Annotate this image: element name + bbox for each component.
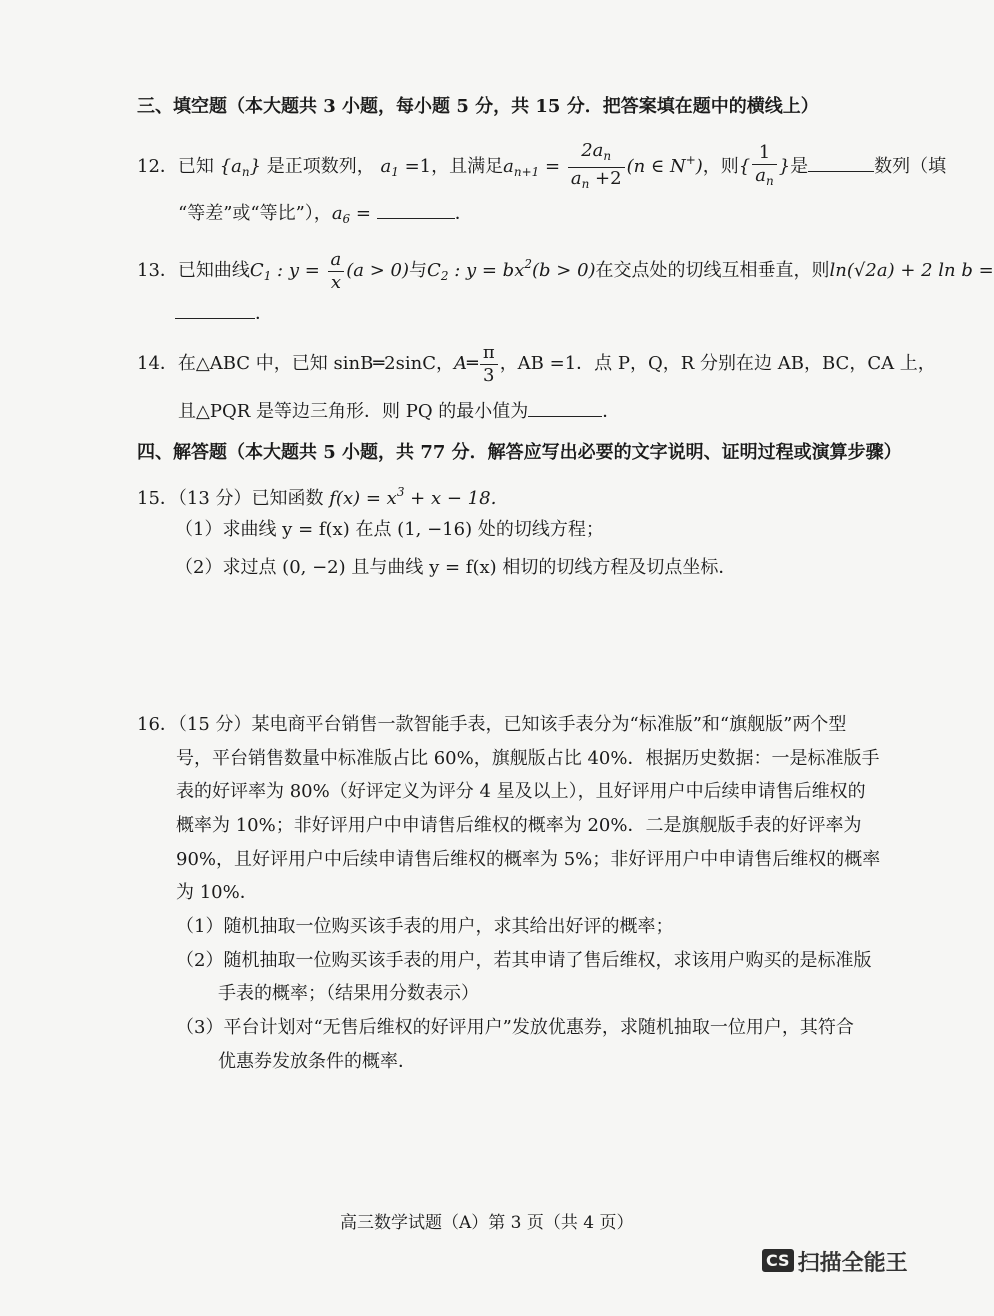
angle-fraction: $\frac{\pi}{3}$ [480, 342, 498, 387]
page-footer: 高三数学试题（A）第 3 页（共 4 页） [340, 1213, 634, 1233]
curve-fraction: $\frac{a}{x}$ [328, 249, 345, 294]
question-15: 15．（13 分）已知函数 $f(x) = x^3 + x - 18$． [137, 485, 509, 509]
answer-blank-12a[interactable] [808, 153, 874, 172]
question-16-line-6: 为 10%． [176, 882, 258, 903]
question-16-line-2: 号，平台销售数量中标准版占比 60%，旗舰版占比 40%．根据历史数据：一是标准版手 [176, 748, 880, 769]
section-4-title: 四、解答题（本大题共 5 小题，共 77 分．解答应写出必要的文字说明、证明过程或演算步骤） [137, 442, 902, 463]
question-13-line-2: ． [175, 300, 273, 326]
question-12-line-2: “等差”或“等比”），$a_6$ = ． [178, 200, 473, 231]
section-3-title: 三、填空题（本大题共 3 小题，每小题 5 分，共 15 分．把答案填在题中的横线上） [137, 96, 819, 117]
reciprocal-fraction: $\frac{1}{a_n}$ [752, 142, 776, 192]
question-15-part-1: （1）求曲线 y = f(x) 在点 (1, −16) 处的切线方程； [175, 519, 604, 540]
question-15-part-2: （2）求过点 (0, −2) 且与曲线 y = f(x) 相切的切线方程及切点坐标． [175, 557, 737, 578]
answer-blank-12b[interactable] [377, 200, 455, 219]
question-16-part-3: （3）平台计划对“无售后维权的好评用户”发放优惠券，求随机抽取一位用户，其符合 [176, 1017, 854, 1038]
question-12: 12．已知 $\{a_n\}$ 是正项数列， $a_1 =1$，且满足$a_{n+1}$ = $\frac{2a_n}{a_n +2}$ (n ∈ N+)，则{ $\frac{1}{a_n}$ }是 数列（填 [137, 134, 946, 198]
question-16-part-3-cont: 优惠券发放条件的概率． [218, 1051, 416, 1072]
recurrence-fraction: $\frac{2a_n}{a_n +2}$ [568, 140, 625, 195]
camscanner-logo-icon: CS [762, 1249, 794, 1272]
scanner-watermark: CS 扫描全能王 [762, 1246, 908, 1266]
question-16-line-3: 表的好评率为 80%（好评定义为评分 4 星及以上），且好评用户中后续申请售后维权的 [176, 781, 866, 802]
question-13: 13．已知曲线$C_1$ : y = $\frac{a}{x}$ (a > 0)与$C_2$ : $y = bx^2(b > 0)$在交点处的切线互相垂直，则ln(√2a) + 2 ln b = [137, 248, 994, 293]
answer-blank-14[interactable] [528, 398, 602, 417]
question-16-line-5: 90%，且好评用户中后续申请售后维权的概率为 5%；非好评用户中申请售后维权的概率 [176, 849, 881, 870]
question-16-part-2-cont: 手表的概率；（结果用分数表示） [218, 983, 479, 1004]
question-16-part-1: （1）随机抽取一位购买该手表的用户，求其给出好评的概率； [176, 916, 674, 937]
question-14: 14．在△ABC 中，已知 sinB═2sinC，A═ $\frac{\pi}{3}$ ，AB =1．点 P，Q，R 分别在边 AB，BC，CA 上， [137, 341, 936, 386]
question-16: 16．（15 分）某电商平台销售一款智能手表，已知该手表分为“标准版”和“旗舰版”两个型 [137, 714, 847, 735]
question-14-line-2: 且△PQR 是等边三角形．则 PQ 的最小值为 ． [178, 398, 620, 424]
answer-blank-13[interactable] [175, 300, 255, 319]
question-16-line-4: 概率为 10%；非好评用户中申请售后维权的概率为 20%．二是旗舰版手表的好评率为 [176, 815, 862, 836]
question-16-part-2: （2）随机抽取一位购买该手表的用户，若其申请了售后维权，求该用户购买的是标准版 [176, 950, 872, 971]
